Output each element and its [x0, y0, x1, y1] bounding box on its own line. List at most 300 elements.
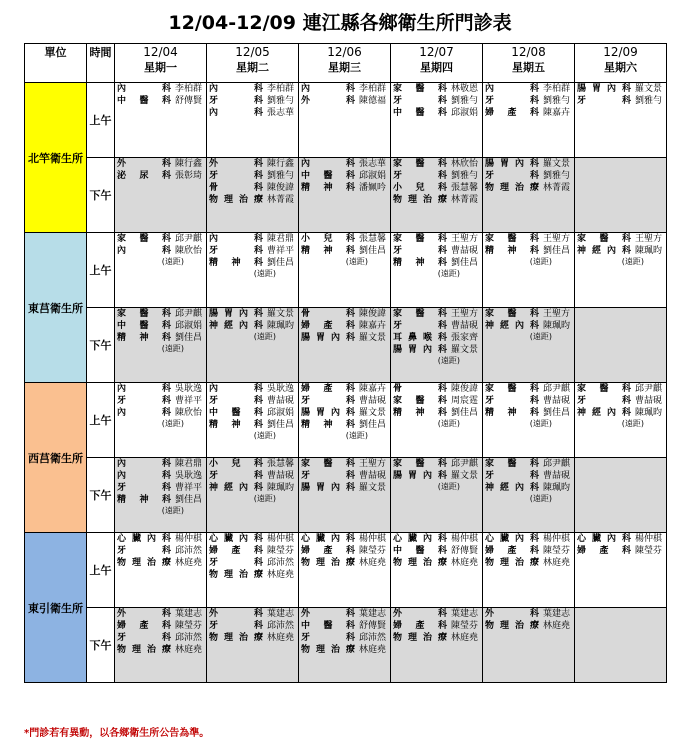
department-label: 牙科: [577, 96, 631, 106]
doctor-name: 楊仲棋: [451, 534, 479, 544]
doctor-name: 陳欣怡: [175, 408, 203, 418]
doctor-name: 邱淑娟: [359, 171, 387, 181]
page-title: 12/04-12/09 連江縣各鄉衛生所門診表: [168, 12, 512, 34]
schedule-cell: [575, 158, 667, 233]
period-label: 下午: [87, 608, 115, 683]
department-label: 骨科: [209, 183, 263, 193]
schedule-cell: [115, 383, 207, 458]
doctor-name: 張慧馨: [359, 234, 387, 244]
doctor-name: 陳珮昀: [267, 321, 295, 331]
doctor-name: 葉建志: [451, 609, 479, 619]
department-label: 精神科: [393, 258, 447, 268]
schedule-cell: [575, 533, 667, 608]
schedule-cell: [391, 158, 483, 233]
doctor-entry: [391, 170, 482, 182]
doctor-entry: [483, 557, 574, 569]
period-label: 上午: [87, 383, 115, 458]
doctor-name: 林庭堯: [359, 645, 387, 655]
doctor-name: 舒傳賢: [359, 621, 387, 631]
remote-note: (遠距): [345, 257, 368, 266]
department-label: 內科: [209, 108, 263, 118]
department-label: 心臟內科: [577, 534, 631, 544]
doctor-name: 劉雅勻: [451, 96, 479, 106]
remote-note: (遠距): [529, 332, 552, 341]
day-header: [483, 44, 575, 83]
department-label: 婦產科: [485, 546, 539, 556]
doctor-name: 李柏群: [267, 84, 295, 94]
doctor-name: 曹喆硯: [267, 396, 295, 406]
doctor-entry: [207, 170, 298, 182]
schedule-cell: [483, 233, 575, 308]
doctor-entry: [483, 383, 574, 395]
doctor-entry: [575, 233, 666, 245]
doctor-name: 邱沛然: [359, 633, 387, 643]
department-label: 精神科: [209, 258, 263, 268]
schedule-cell: [299, 608, 391, 683]
doctor-name: 邱沛然: [267, 558, 295, 568]
doctor-name: 邱尹麒: [635, 384, 663, 394]
doctor-name: 陳瑩芬: [359, 546, 387, 556]
doctor-entry: [207, 320, 298, 332]
doctor-entry: [299, 632, 390, 644]
department-label: 家醫科: [485, 384, 539, 394]
doctor-name: 羅文景: [267, 309, 295, 319]
schedule-cell: [483, 383, 575, 458]
schedule-cell: [575, 233, 667, 308]
doctor-entry: [575, 383, 666, 395]
department-label: 婦產科: [117, 621, 171, 631]
schedule-cell: [391, 83, 483, 158]
day-date: 12/04: [143, 45, 178, 59]
doctor-entry: [391, 608, 482, 620]
doctor-name: 林庭堯: [267, 633, 295, 643]
header-row: [25, 44, 667, 83]
doctor-name: 陳俊諱: [267, 183, 295, 193]
doctor-name: 林菁霞: [267, 195, 295, 205]
day-header: [575, 44, 667, 83]
remote-note: (遠距): [253, 431, 276, 440]
doctor-entry: [391, 620, 482, 632]
department-label: 內科: [209, 84, 263, 94]
department-label: 婦產科: [393, 621, 447, 631]
department-label: 牙科: [393, 246, 447, 256]
doctor-name: 林欣怡: [451, 159, 479, 169]
schedule-row-pm: [25, 608, 667, 683]
department-label: 婦產科: [209, 546, 263, 556]
day-header: [115, 44, 207, 83]
department-label: 內科: [117, 471, 171, 481]
doctor-name: 曹喆硯: [267, 471, 295, 481]
remote-note: (遠距): [437, 419, 460, 428]
department-label: 家醫科: [117, 309, 171, 319]
department-label: 牙科: [209, 396, 263, 406]
department-label: 牙科: [393, 321, 447, 331]
doctor-entry: [115, 557, 206, 569]
department-label: 牙科: [393, 171, 447, 181]
doctor-name: 曹祥平: [267, 246, 295, 256]
doctor-entry: [299, 233, 390, 245]
department-label: 腸胃內科: [209, 309, 263, 319]
doctor-name: 陳行鑫: [267, 159, 295, 169]
doctor-name: 曹喆硯: [359, 471, 387, 481]
period-label: 上午: [87, 233, 115, 308]
doctor-entry: [207, 533, 298, 545]
department-label: 牙科: [485, 396, 539, 406]
department-label: 家醫科: [485, 234, 539, 244]
doctor-name: 邱尹麒: [451, 459, 479, 469]
remote-note: (遠距): [345, 431, 368, 440]
doctor-name: 邱淑娟: [267, 408, 295, 418]
doctor-name: 林庭堯: [359, 558, 387, 568]
doctor-name: 林庭堯: [175, 645, 203, 655]
remote-note: (遠距): [161, 419, 184, 428]
department-label: 內科: [117, 84, 171, 94]
doctor-name: 劉佳昌: [451, 258, 479, 268]
doctor-name: 林庭堯: [267, 570, 295, 580]
schedule-cell: [115, 233, 207, 308]
doctor-entry: [391, 458, 482, 470]
doctor-entry: [391, 182, 482, 194]
department-label: 牙科: [485, 471, 539, 481]
doctor-entry: [115, 395, 206, 407]
department-label: 牙科: [485, 171, 539, 181]
doctor-entry: [483, 83, 574, 95]
department-label: 精神科: [301, 183, 355, 193]
doctor-name: 陳珮昀: [543, 321, 571, 331]
doctor-entry: [299, 95, 390, 107]
department-label: 中醫科: [393, 546, 447, 556]
doctor-name: 楊仲棋: [267, 534, 295, 544]
department-label: 骨科: [301, 309, 355, 319]
department-label: 精神科: [301, 246, 355, 256]
department-label: 中醫科: [117, 321, 171, 331]
department-label: 牙科: [209, 471, 263, 481]
schedule-cell: [115, 533, 207, 608]
department-label: 中醫科: [117, 96, 171, 106]
doctor-name: 張志華: [267, 108, 295, 118]
department-label: 內科: [301, 159, 355, 169]
period-label: 下午: [87, 158, 115, 233]
period-label: 下午: [87, 308, 115, 383]
department-label: 牙科: [209, 171, 263, 181]
doctor-entry: [391, 245, 482, 257]
department-label: 心臟內科: [209, 534, 263, 544]
department-label: 內科: [117, 246, 171, 256]
doctor-entry: [207, 482, 298, 494]
schedule-cell: [207, 158, 299, 233]
doctor-entry: [483, 170, 574, 182]
doctor-name: 陳瑩芬: [543, 546, 571, 556]
doctor-name: 林庭堯: [451, 633, 479, 643]
doctor-entry: [299, 482, 390, 494]
day-header: [299, 44, 391, 83]
department-label: 家醫科: [577, 234, 631, 244]
doctor-entry: [483, 407, 574, 419]
department-label: 耳鼻喉科: [393, 333, 447, 343]
doctor-entry: [299, 83, 390, 95]
doctor-name: 王聖方: [451, 234, 479, 244]
unit-name: 西莒衛生所: [25, 383, 87, 533]
remote-note: (遠距): [437, 269, 460, 278]
doctor-entry: [207, 194, 298, 206]
department-label: 外科: [301, 609, 355, 619]
doctor-entry: [391, 308, 482, 320]
department-label: 婦產科: [577, 546, 631, 556]
department-label: 家醫科: [301, 459, 355, 469]
doctor-name: 王聖方: [359, 459, 387, 469]
doctor-entry: [483, 245, 574, 257]
department-label: 腸胃內科: [393, 345, 447, 355]
unit-name: 北竿衛生所: [25, 83, 87, 233]
doctor-entry: [115, 383, 206, 395]
department-label: 物理治療: [485, 558, 539, 568]
doctor-name: 楊仲棋: [635, 534, 663, 544]
doctor-entry: [483, 158, 574, 170]
doctor-name: 王聖方: [451, 309, 479, 319]
doctor-name: 邱尹麒: [543, 384, 571, 394]
doctor-entry: [207, 470, 298, 482]
period-label: 上午: [87, 83, 115, 158]
department-label: 物理治療: [393, 195, 447, 205]
schedule-cell: [575, 608, 667, 683]
doctor-name: 曹喆硯: [543, 471, 571, 481]
unit-header: 單位: [25, 44, 87, 83]
doctor-name: 李柏群: [359, 84, 387, 94]
schedule-cell: [391, 533, 483, 608]
department-label: 心臟內科: [393, 534, 447, 544]
doctor-entry: [299, 332, 390, 344]
doctor-entry: [391, 470, 482, 482]
day-weekday: 星期一: [144, 61, 177, 74]
doctor-entry: [207, 419, 298, 431]
remote-note: (遠距): [529, 419, 552, 428]
doctor-entry: [207, 107, 298, 119]
doctor-entry: [299, 170, 390, 182]
doctor-name: 劉雅勻: [267, 171, 295, 181]
doctor-entry: [483, 308, 574, 320]
doctor-name: 陳珮昀: [635, 408, 663, 418]
department-label: 外科: [209, 609, 263, 619]
doctor-entry: [115, 545, 206, 557]
department-label: 家醫科: [393, 234, 447, 244]
doctor-name: 楊仲棋: [543, 534, 571, 544]
schedule-cell: [483, 533, 575, 608]
doctor-name: 羅文景: [451, 471, 479, 481]
department-label: 牙科: [301, 471, 355, 481]
unit-name: 東引衛生所: [25, 533, 87, 683]
time-header: 時間: [87, 44, 115, 83]
doctor-entry: [391, 107, 482, 119]
doctor-entry: [115, 83, 206, 95]
doctor-entry: [115, 482, 206, 494]
doctor-entry: [299, 545, 390, 557]
schedule-cell: [207, 533, 299, 608]
doctor-name: 劉佳昌: [267, 258, 295, 268]
remote-note: (遠距): [621, 257, 644, 266]
doctor-entry: [391, 395, 482, 407]
doctor-entry: [483, 608, 574, 620]
schedule-cell: [483, 158, 575, 233]
department-label: 牙科: [209, 96, 263, 106]
doctor-entry: [207, 95, 298, 107]
doctor-entry: [207, 545, 298, 557]
doctor-name: 葉建志: [359, 609, 387, 619]
doctor-name: 吳耿逸: [175, 471, 203, 481]
department-label: 物理治療: [117, 558, 171, 568]
doctor-entry: [115, 320, 206, 332]
doctor-entry: [299, 644, 390, 656]
doctor-entry: [391, 194, 482, 206]
doctor-entry: [391, 158, 482, 170]
doctor-entry: [391, 320, 482, 332]
doctor-name: 邱沛然: [175, 633, 203, 643]
doctor-entry: [483, 233, 574, 245]
doctor-entry: [391, 344, 482, 356]
department-label: 心臟內科: [301, 534, 355, 544]
doctor-entry: [207, 383, 298, 395]
schedule-cell: [207, 83, 299, 158]
doctor-name: 曹喆硯: [635, 396, 663, 406]
doctor-name: 陳瑩芬: [635, 546, 663, 556]
department-label: 內科: [117, 408, 171, 418]
schedule-cell: [299, 308, 391, 383]
doctor-name: 吳耿逸: [267, 384, 295, 394]
doctor-entry: [299, 620, 390, 632]
doctor-name: 張慧馨: [267, 459, 295, 469]
department-label: 心臟內科: [117, 534, 171, 544]
remote-note: (遠距): [529, 257, 552, 266]
department-label: 神經內科: [209, 483, 263, 493]
department-label: 物理治療: [393, 633, 447, 643]
doctor-name: 邱尹麒: [175, 309, 203, 319]
department-label: 外科: [117, 159, 171, 169]
doctor-name: 舒傳賢: [175, 96, 203, 106]
department-label: 內科: [209, 384, 263, 394]
schedule-cell: [115, 608, 207, 683]
doctor-entry: [299, 383, 390, 395]
doctor-name: 羅文景: [543, 159, 571, 169]
department-label: 物理治療: [393, 558, 447, 568]
schedule-cell: [207, 233, 299, 308]
schedule-cell: [299, 533, 391, 608]
department-label: 內科: [117, 459, 171, 469]
day-header: [391, 44, 483, 83]
department-label: 牙科: [209, 246, 263, 256]
department-label: 牙科: [117, 633, 171, 643]
doctor-name: 陳俊諱: [359, 309, 387, 319]
schedule-cell: [299, 233, 391, 308]
doctor-entry: [207, 257, 298, 269]
schedule-cell: [299, 83, 391, 158]
doctor-entry: [575, 245, 666, 257]
department-label: 中醫科: [301, 171, 355, 181]
doctor-entry: [575, 407, 666, 419]
department-label: 牙科: [209, 621, 263, 631]
department-label: 婦產科: [301, 384, 355, 394]
department-label: 神經內科: [577, 408, 631, 418]
doctor-entry: [207, 458, 298, 470]
department-label: 牙科: [577, 396, 631, 406]
doctor-entry: [575, 545, 666, 557]
department-label: 婦產科: [301, 546, 355, 556]
doctor-name: 陳嘉卉: [543, 108, 571, 118]
doctor-entry: [299, 608, 390, 620]
doctor-name: 李柏群: [543, 84, 571, 94]
department-label: 物理治療: [301, 645, 355, 655]
doctor-entry: [391, 632, 482, 644]
doctor-entry: [575, 83, 666, 95]
department-label: 腸胃內科: [301, 483, 355, 493]
department-label: 中醫科: [301, 621, 355, 631]
department-label: 精神科: [209, 420, 263, 430]
department-label: 家醫科: [393, 309, 447, 319]
doctor-entry: [115, 158, 206, 170]
doctor-name: 林菁霞: [543, 183, 571, 193]
department-label: 牙科: [209, 558, 263, 568]
schedule-cell: [207, 383, 299, 458]
doctor-entry: [483, 458, 574, 470]
doctor-name: 羅文景: [635, 84, 663, 94]
doctor-name: 邱淑娟: [451, 108, 479, 118]
doctor-entry: [391, 545, 482, 557]
doctor-name: 葉建志: [267, 609, 295, 619]
department-label: 精神科: [485, 246, 539, 256]
doctor-name: 陳俊諱: [451, 384, 479, 394]
doctor-entry: [483, 533, 574, 545]
schedule-cell: [207, 308, 299, 383]
schedule-cell: [115, 158, 207, 233]
doctor-name: 潘姵吟: [359, 183, 387, 193]
doctor-name: 林庭堯: [543, 621, 571, 631]
schedule-cell: [391, 233, 483, 308]
department-label: 內科: [117, 384, 171, 394]
unit-name: 東莒衛生所: [25, 233, 87, 383]
schedule-row-am: [25, 83, 667, 158]
doctor-entry: [299, 182, 390, 194]
doctor-name: 邱尹麒: [175, 234, 203, 244]
doctor-name: 張彰琦: [175, 171, 203, 181]
doctor-name: 陳君鼎: [175, 459, 203, 469]
doctor-name: 林庭堯: [543, 558, 571, 568]
department-label: 骨科: [393, 384, 447, 394]
schedule-cell: [299, 458, 391, 533]
department-label: 物理治療: [301, 558, 355, 568]
doctor-name: 劉雅勻: [543, 171, 571, 181]
day-date: 12/09: [603, 45, 638, 59]
doctor-name: 王聖方: [543, 234, 571, 244]
department-label: 家醫科: [393, 84, 447, 94]
doctor-entry: [207, 83, 298, 95]
doctor-entry: [483, 320, 574, 332]
doctor-entry: [483, 545, 574, 557]
doctor-entry: [575, 95, 666, 107]
doctor-name: 王聖方: [635, 234, 663, 244]
doctor-entry: [115, 644, 206, 656]
doctor-name: 陳欣怡: [175, 246, 203, 256]
remote-note: (遠距): [621, 419, 644, 428]
department-label: 家醫科: [485, 459, 539, 469]
department-label: 中醫科: [393, 108, 447, 118]
department-label: 外科: [117, 609, 171, 619]
doctor-name: 曹祥平: [175, 483, 203, 493]
day-date: 12/08: [511, 45, 546, 59]
department-label: 家醫科: [393, 396, 447, 406]
schedule-row-pm: [25, 308, 667, 383]
schedule-row-am: [25, 533, 667, 608]
doctor-entry: [575, 395, 666, 407]
department-label: 外科: [393, 609, 447, 619]
department-label: 泌尿科: [117, 171, 171, 181]
